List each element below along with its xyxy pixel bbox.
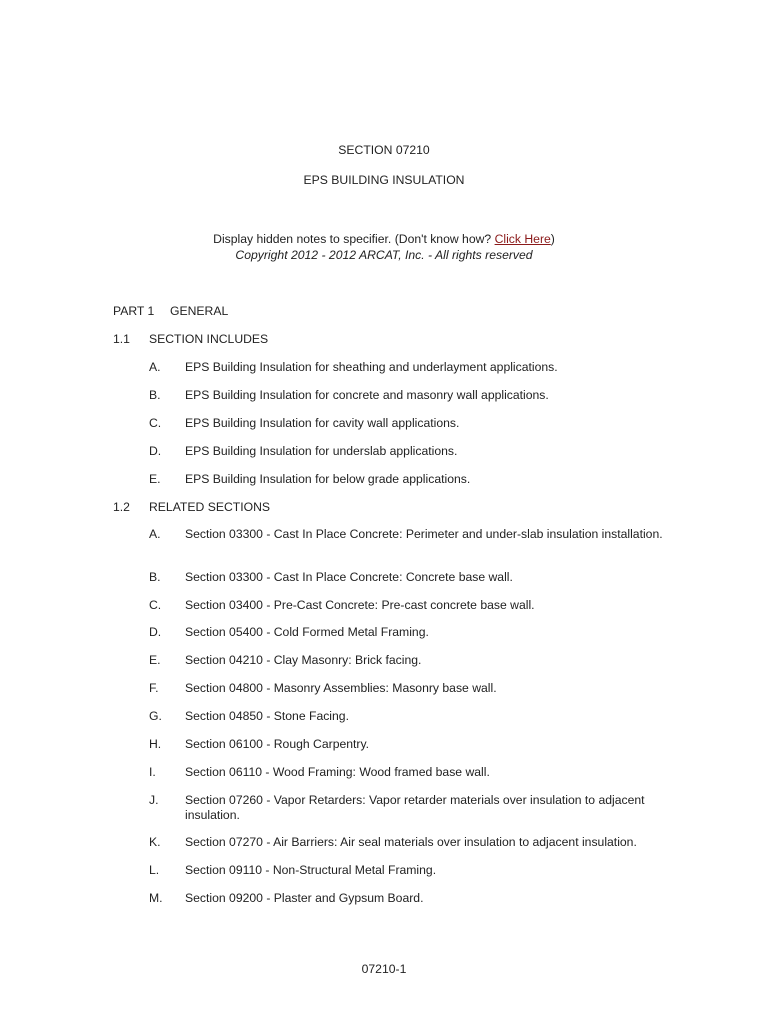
- article-number: 1.1: [113, 332, 130, 346]
- item-text: Section 05400 - Cold Formed Metal Framing.: [185, 625, 429, 639]
- item-letter: J.: [149, 793, 159, 807]
- article-title: RELATED SECTIONS: [149, 500, 270, 514]
- hidden-notes-close: ): [550, 232, 555, 246]
- item-text: Section 09200 - Plaster and Gypsum Board.: [185, 891, 424, 905]
- item-letter: E.: [149, 472, 161, 486]
- item-text: EPS Building Insulation for below grade applications.: [185, 472, 471, 486]
- item-text: Section 04850 - Stone Facing.: [185, 709, 349, 723]
- item-text: EPS Building Insulation for cavity wall applications.: [185, 416, 460, 430]
- item-letter: E.: [149, 653, 161, 667]
- item-text: Section 06100 - Rough Carpentry.: [185, 737, 370, 751]
- click-here-link[interactable]: Click Here: [494, 232, 551, 246]
- item-text: Section 03400 - Pre-Cast Concrete: Pre-cast concrete base wall.: [185, 598, 535, 612]
- item-text: Section 07270 - Air Barriers: Air seal materials over insulation to adjacent insulation.: [185, 835, 637, 849]
- item-text: Section 03300 - Cast In Place Concrete: Perimeter and under-slab insulation installation.: [185, 527, 663, 541]
- part-title: GENERAL: [170, 304, 229, 318]
- item-letter: A.: [149, 360, 161, 374]
- item-letter: H.: [149, 737, 162, 751]
- item-text: Section 09110 - Non-Structural Metal Framing.: [185, 863, 437, 877]
- item-letter: D.: [149, 444, 162, 458]
- item-letter: F.: [149, 681, 159, 695]
- item-letter: C.: [149, 598, 162, 612]
- item-letter: I.: [149, 765, 156, 779]
- item-letter: C.: [149, 416, 162, 430]
- item-text: Section 03300 - Cast In Place Concrete: Concrete base wall.: [185, 570, 513, 584]
- item-letter: A.: [149, 527, 161, 541]
- article-title: SECTION INCLUDES: [149, 332, 269, 346]
- section-title: EPS BUILDING INSULATION: [303, 173, 465, 187]
- item-text: Section 04210 - Clay Masonry: Brick facing.: [185, 653, 422, 667]
- item-text: Section 06110 - Wood Framing: Wood framed base wall.: [185, 765, 490, 779]
- part-1-heading: [113, 304, 228, 319]
- item-letter: B.: [149, 570, 161, 584]
- section-number: SECTION 07210: [338, 143, 430, 157]
- item-letter: L.: [149, 863, 160, 877]
- item-text: Section 07260 - Vapor Retarders: Vapor retarder materials over insulation to adjacent insulation.: [185, 793, 645, 822]
- article-number: 1.2: [113, 500, 130, 514]
- item-letter: M.: [149, 891, 163, 905]
- item-letter: B.: [149, 388, 161, 402]
- item-letter: K.: [149, 835, 161, 849]
- copyright-notice: Copyright 2012 - 2012 ARCAT, Inc. - All rights reserved: [235, 248, 533, 262]
- hidden-notes-text: Display hidden notes to specifier. (Don't know how?: [213, 232, 495, 246]
- item-text: EPS Building Insulation for underslab applications.: [185, 444, 458, 458]
- item-letter: G.: [149, 709, 162, 723]
- item-text: EPS Building Insulation for sheathing and underlayment applications.: [185, 360, 558, 374]
- page-number: 07210-1: [361, 962, 407, 976]
- item-text: EPS Building Insulation for concrete and masonry wall applications.: [185, 388, 549, 402]
- hidden-notes-line: [0, 232, 768, 247]
- item-text: Section 04800 - Masonry Assemblies: Masonry base wall.: [185, 681, 497, 695]
- part-number: PART 1: [113, 304, 155, 318]
- related-sections-heading: [113, 500, 270, 515]
- item-letter: D.: [149, 625, 162, 639]
- section-includes-heading: [113, 332, 268, 347]
